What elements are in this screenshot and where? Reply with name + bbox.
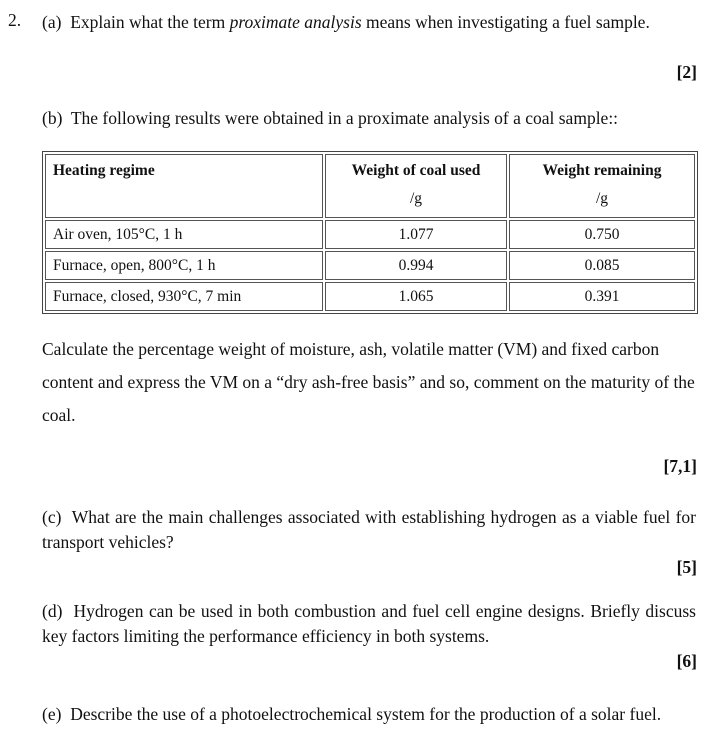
results-table xyxy=(42,151,698,314)
part-d-body: Hydrogen can be used in both combustion and fuel cell engine designs. Briefly discuss key factors limiting the performance efficiency in both systems. xyxy=(42,601,696,646)
part-c-marks: [5] xyxy=(676,557,697,577)
part-c-body: What are the main challenges associated with establishing hydrogen as a viable fuel for transport vehicles? xyxy=(42,507,696,552)
part-c-text xyxy=(42,505,696,555)
question-number: 2. xyxy=(8,10,22,30)
table-row xyxy=(45,282,695,311)
part-b-marks: [7,1] xyxy=(663,456,697,476)
header-heating-regime: Heating regime xyxy=(45,154,323,218)
part-d-text xyxy=(42,599,696,649)
table-row xyxy=(45,251,695,280)
header-weight-used: Weight of coal used /g xyxy=(325,154,507,218)
table-header-row xyxy=(45,154,695,218)
part-a-marks: [2] xyxy=(676,62,697,82)
part-c-label: (c) xyxy=(42,507,62,527)
part-b-calculation: Calculate the percentage weight of moisture, ash, volatile matter (VM) and fixed carbon content and express the VM on a “dry ash-free basis” and so, comment on the maturity of the coal. xyxy=(42,339,695,425)
header-weight-remaining: Weight remaining /g xyxy=(509,154,695,218)
cell-regime: Furnace, open, 800°C, 1 h xyxy=(45,251,323,280)
header-weight-remaining-unit: /g xyxy=(595,190,609,207)
part-e-text xyxy=(42,702,696,727)
part-b-intro xyxy=(42,106,696,131)
part-a-label: (a) xyxy=(42,12,62,32)
cell-weight-remaining: 0.750 xyxy=(509,220,695,249)
table-row xyxy=(45,220,695,249)
part-a-text-after: means when investigating a fuel sample. xyxy=(366,12,650,32)
cell-regime: Air oven, 105°C, 1 h xyxy=(45,220,323,249)
part-d-label: (d) xyxy=(42,601,63,621)
part-e-body: Describe the use of a photoelectrochemical system for the production of a solar fuel. xyxy=(70,704,662,724)
part-a-emphasis: proximate analysis xyxy=(229,12,362,32)
part-b-intro-text: The following results were obtained in a proximate analysis of a coal sample:: xyxy=(70,108,619,128)
cell-weight-remaining: 0.085 xyxy=(509,251,695,280)
cell-weight-used: 0.994 xyxy=(325,251,507,280)
header-weight-used-unit: /g xyxy=(409,190,423,207)
part-b-label: (b) xyxy=(42,108,63,128)
cell-weight-used: 1.077 xyxy=(325,220,507,249)
part-e-label: (e) xyxy=(42,704,62,724)
part-d-marks: [6] xyxy=(676,651,697,671)
cell-weight-used: 1.065 xyxy=(325,282,507,311)
cell-regime: Furnace, closed, 930°C, 7 min xyxy=(45,282,323,311)
cell-weight-remaining: 0.391 xyxy=(509,282,695,311)
part-a-text-before: Explain what the term xyxy=(70,12,226,32)
part-a-text xyxy=(42,10,696,35)
